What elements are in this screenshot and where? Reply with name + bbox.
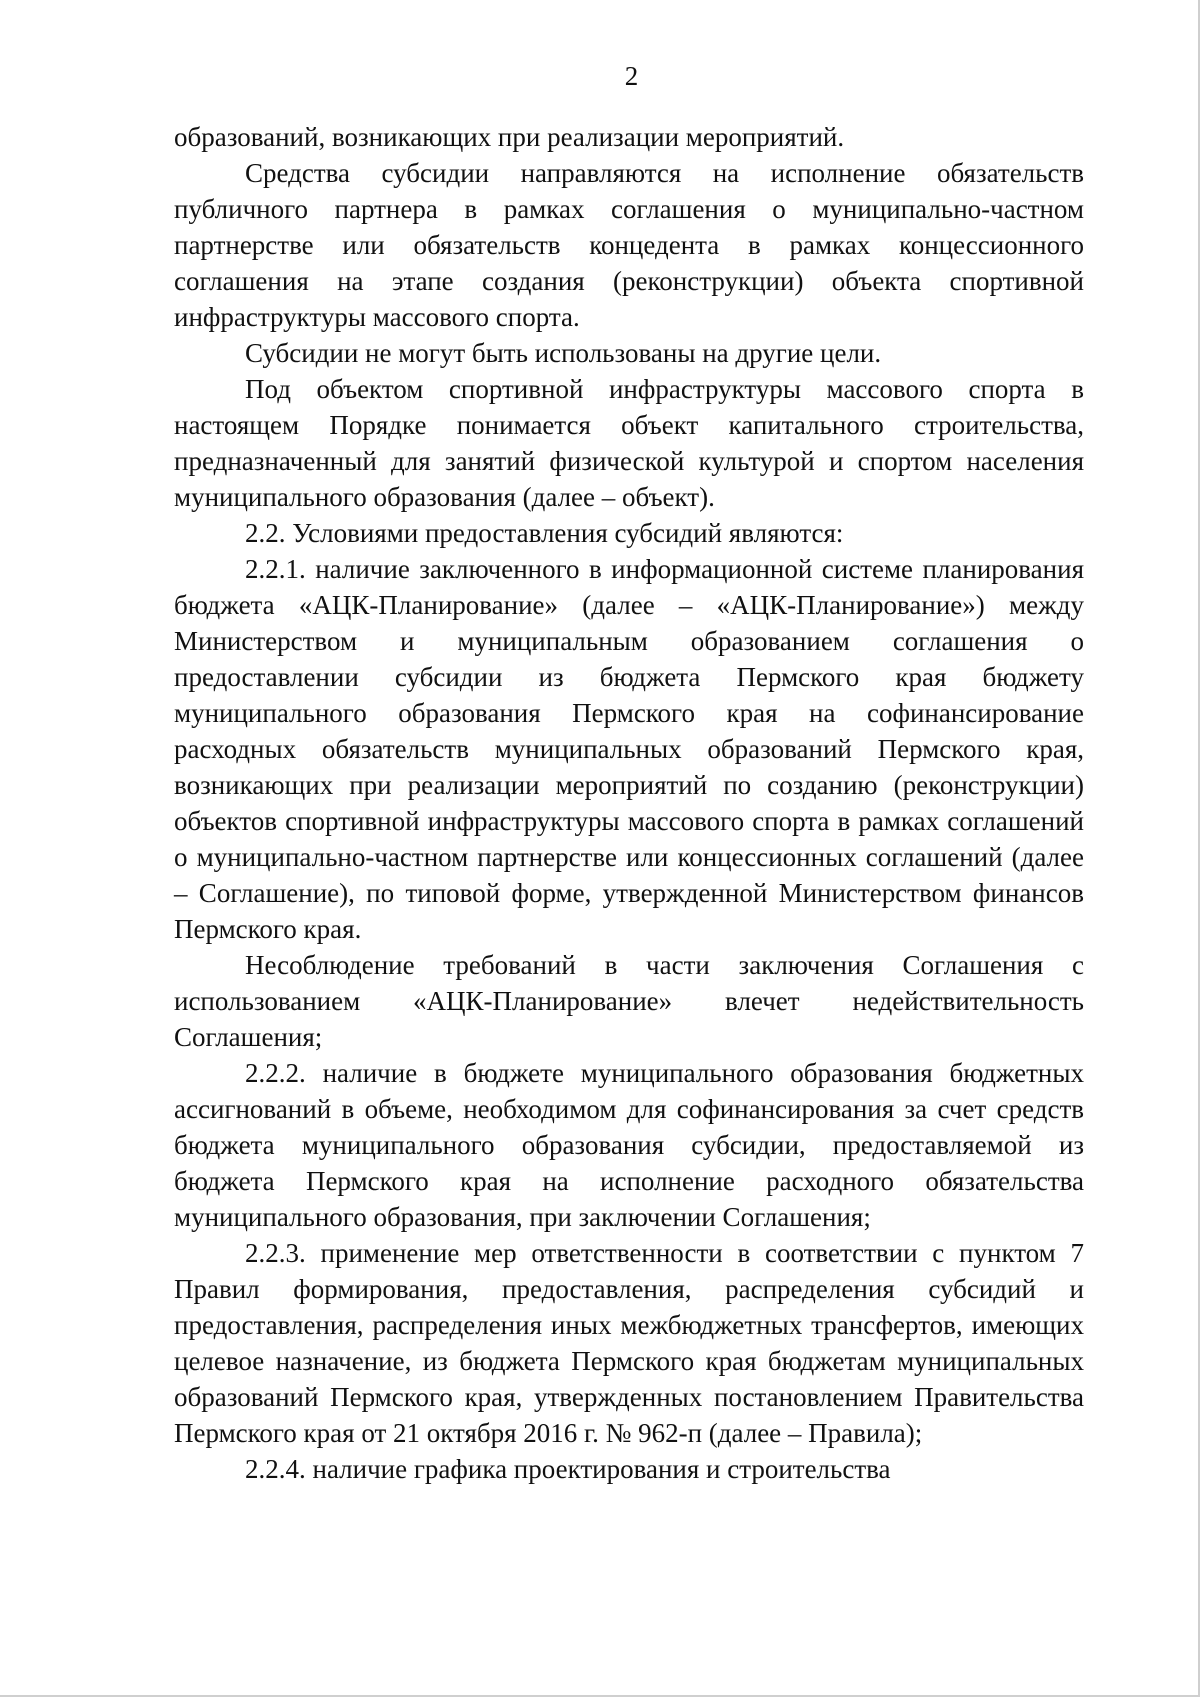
paragraph-section-2-2-1: 2.2.1. наличие заключенного в информационной системе планирования бюджета «АЦК-Планирование» (далее – «АЦК-Планирование») между Министерством и муниципальным образованием соглашения о предоставлении субсидии из бюджета Пермского края бюджету муниципального образования Пермского края на софинансирование расходных обязательств муниципальных образований Пермского края, возникающих при реализации мероприятий по созданию (реконструкции) объектов спортивной инфраструктуры массового спорта в рамках соглашений о муниципально-частном партнерстве или концессионных соглашений (далее – Соглашение), по типовой форме, утвержденной Министерством финансов Пермского края. (174, 554, 1084, 944)
paragraph-continuation: образований, возникающих при реализации мероприятий. (174, 122, 845, 152)
paragraph-noncompliance: Несоблюдение требований в части заключения Соглашения с использованием «АЦК-Планирование» влечет недействительность Соглашения; (174, 950, 1084, 1052)
paragraph-subsidy-purpose: Средства субсидии направляются на исполнение обязательств публичного партнера в рамках соглашения о муниципально-частном партнерстве или обязательств концедента в рамках концессионного соглашения на этапе создания (реконструкции) объекта спортивной инфраструктуры массового спорта. (174, 158, 1084, 332)
paragraph-section-2-2-2: 2.2.2. наличие в бюджете муниципального образования бюджетных ассигнований в объеме, необходимом для софинансирования за счет средств бюджета муниципального образования субсидии, предоставляемой из бюджета Пермского края на исполнение расходного обязательства муниципального образования, при заключении Соглашения; (174, 1058, 1084, 1232)
paragraph-section-2-2-4: 2.2.4. наличие графика проектирования и строительства (245, 1454, 891, 1484)
document-body (174, 119, 1084, 1487)
page-number: 2 (624, 61, 639, 91)
paragraph-object-definition: Под объектом спортивной инфраструктуры массового спорта в настоящем Порядке понимается объект капитального строительства, предназначенный для занятий физической культурой и спортом населения муниципального образования (далее – объект). (174, 374, 1084, 512)
paragraph-subsidy-restriction: Субсидии не могут быть использованы на другие цели. (245, 338, 882, 368)
paragraph-section-2-2: 2.2. Условиями предоставления субсидий являются: (245, 518, 844, 548)
paragraph-section-2-2-3: 2.2.3. применение мер ответственности в соответствии с пунктом 7 Правил формирования, предоставления, распределения субсидий и предоставления, распределения иных межбюджетных трансфертов, имеющих целевое назначение, из бюджета Пермского края бюджетам муниципальных образований Пермского края, утвержденных постановлением Правительства Пермского края от 21 октября 2016 г. № 962-п (далее – Правила); (174, 1238, 1084, 1448)
